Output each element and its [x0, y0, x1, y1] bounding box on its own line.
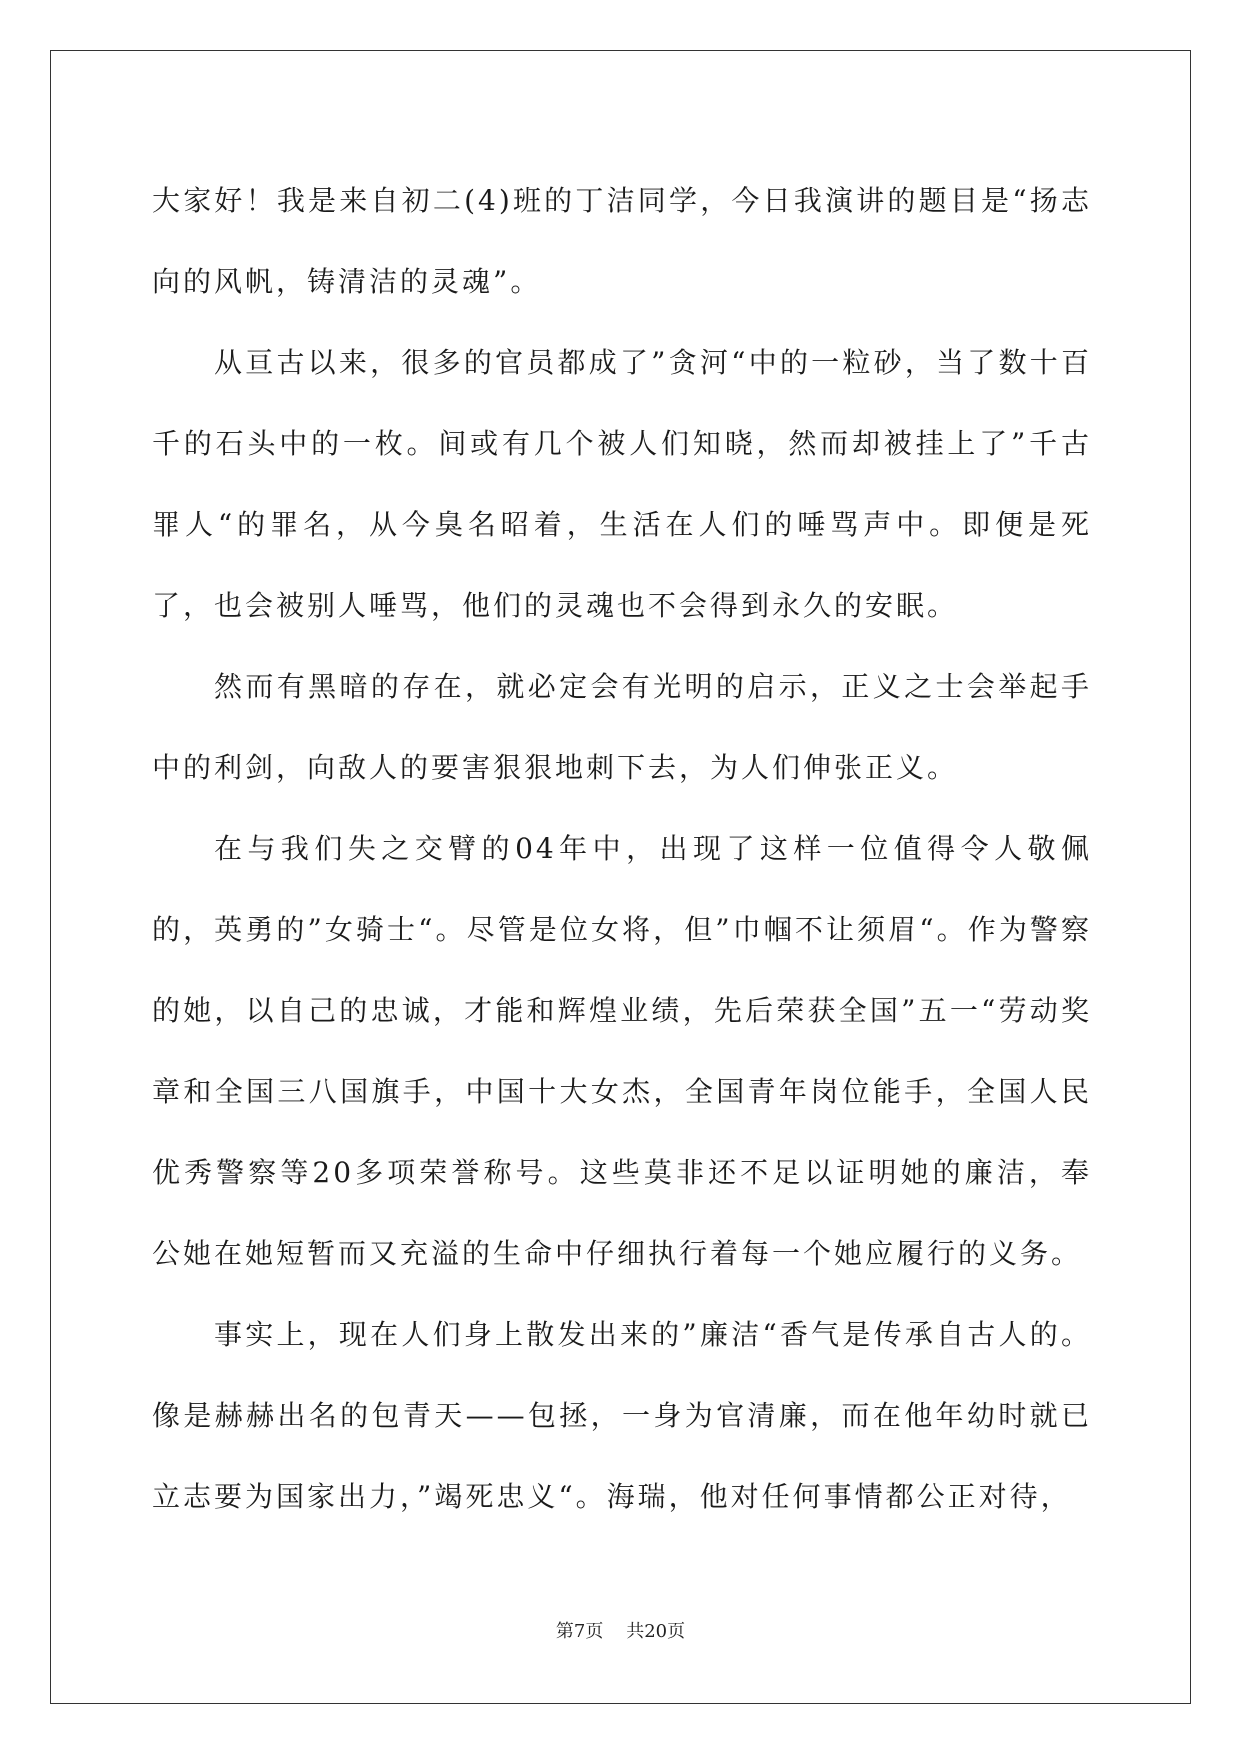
- paragraph-female-knight: 在与我们失之交臂的04年中，出现了这样一位值得令人敬佩的，英勇的”女骑士“。尽管是位女将，但”巾帼不让须眉“。作为警察的她，以自己的忠诚，才能和辉煌业绩，先后荣获全国”五一“劳动奖章和全国三八国旗手，中国十大女杰，全国青年岗位能手，全国人民优秀警察等20多项荣誉称号。这些莫非还不足以证明她的廉洁，奉公她在她短暂而又充溢的生命中仔细执行着每一个她应履行的义务。: [152, 832, 1092, 1270]
- paragraph-justice: 然而有黑暗的存在，就必定会有光明的启示，正义之士会举起手中的利剑，向敌人的要害狠狠地刺下去，为人们伸张正义。: [152, 670, 1092, 784]
- page-number: 第7页: [555, 1621, 604, 1642]
- page-footer: [0, 1617, 1241, 1643]
- paragraph-greeting: 大家好！我是来自初二(4)班的丁洁同学，今日我演讲的题目是“扬志向的风帆，铸清洁的灵魂”。: [152, 184, 1092, 298]
- total-pages: 共20页: [626, 1621, 686, 1642]
- paragraph-ancients: 事实上，现在人们身上散发出来的”廉洁“香气是传承自古人的。像是赫赫出名的包青天——包拯，一身为官清廉，而在他年幼时就已立志要为国家出力，”竭死忠义“。海瑞，他对任何事情都公正对待，: [152, 1318, 1092, 1513]
- paragraph-officials: 从亘古以来，很多的官员都成了”贪河“中的一粒砂，当了数十百千的石头中的一枚。间或有几个被人们知晓，然而却被挂上了”千古罪人“的罪名，从今臭名昭着，生活在人们的唾骂声中。即便是死了，也会被别人唾骂，他们的灵魂也不会得到永久的安眠。: [152, 346, 1092, 622]
- document-body: [152, 160, 1092, 1537]
